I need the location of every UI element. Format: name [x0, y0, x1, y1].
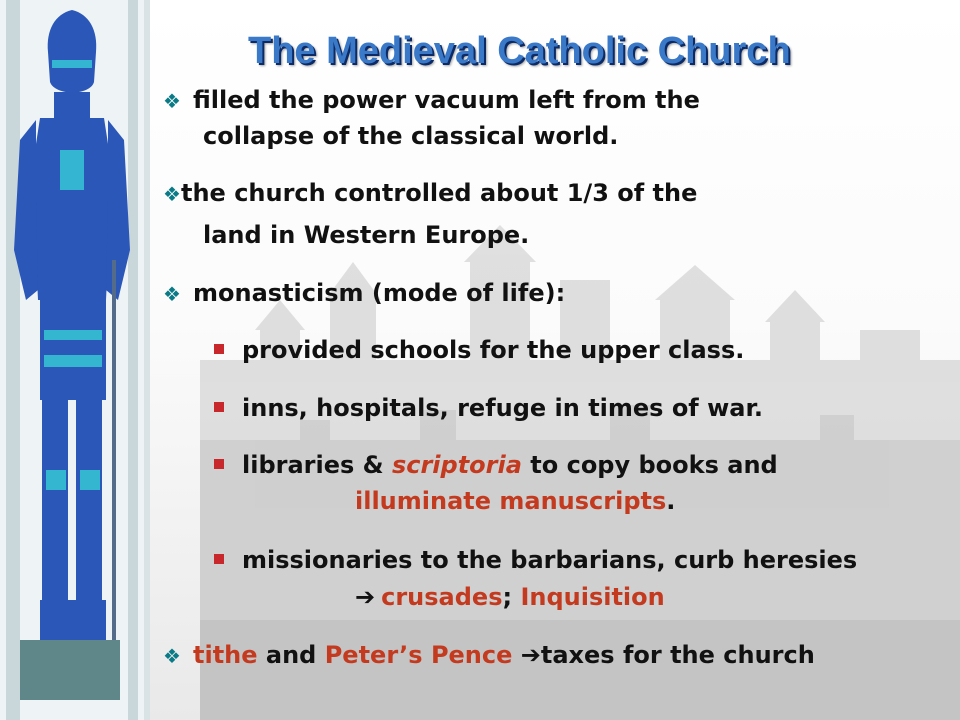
- emphasis-inquisition: Inquisition: [520, 583, 665, 611]
- sub-bullet-inns-hospitals: [214, 394, 763, 422]
- emphasis-illuminate-manuscripts: illuminate manuscripts: [355, 487, 667, 515]
- four-petal-diamond-icon: ❖: [163, 282, 181, 306]
- sub-bullet-text: missionaries to the barbarians, curb heresies: [242, 546, 858, 574]
- bullet-monasticism: [163, 279, 565, 308]
- bullet-text: taxes for the church: [540, 641, 815, 669]
- red-square-bullet-icon: [214, 344, 224, 354]
- red-square-bullet-icon: [214, 402, 224, 412]
- four-petal-diamond-icon: ❖: [163, 182, 181, 206]
- sub-bullet-text: inns, hospitals, refuge in times of war.: [242, 394, 764, 422]
- bullet-text: filled the power vacuum left from the: [193, 86, 700, 114]
- four-petal-diamond-icon: ❖: [163, 644, 181, 668]
- four-petal-diamond-icon: ❖: [163, 89, 181, 113]
- sub-bullet-continuation: [355, 487, 675, 515]
- bullet-text: the church controlled about 1/3 of the: [181, 179, 698, 207]
- emphasis-scriptoria: scriptoria: [391, 451, 522, 479]
- bullet-continuation: land in Western Europe.: [203, 221, 530, 249]
- sub-bullet-text: to copy books and: [521, 451, 778, 479]
- sub-bullet-text: provided schools for the upper class.: [242, 336, 745, 364]
- bullet-tithe: [163, 641, 815, 670]
- bullet-filled-power-vacuum: [163, 86, 700, 115]
- slide-title: The Medieval Catholic Church: [248, 30, 791, 72]
- red-square-bullet-icon: [214, 554, 224, 564]
- knight-effigy-panel: [0, 0, 150, 720]
- emphasis-tithe: tithe: [193, 641, 258, 669]
- right-arrow-icon: ➔: [520, 641, 541, 669]
- bullet-text: and: [257, 641, 325, 669]
- sub-bullet-libraries: [214, 451, 778, 479]
- sub-bullet-text: .: [666, 487, 676, 515]
- red-square-bullet-icon: [214, 459, 224, 469]
- bullet-text: monasticism (mode of life):: [193, 279, 566, 307]
- right-arrow-icon: ➔: [355, 583, 376, 611]
- bullet-church-controlled-land: [163, 179, 697, 208]
- sub-bullet-continuation: [355, 583, 665, 611]
- knight-effigy-image: [0, 0, 144, 720]
- sub-bullet-schools: [214, 336, 744, 364]
- sub-bullet-text: libraries &: [242, 451, 392, 479]
- bullet-continuation: collapse of the classical world.: [203, 122, 619, 150]
- sub-bullet-text: ;: [502, 583, 521, 611]
- emphasis-peters-pence: Peter’s Pence: [324, 641, 513, 669]
- sub-bullet-missionaries: [214, 546, 857, 574]
- emphasis-crusades: crusades: [381, 583, 503, 611]
